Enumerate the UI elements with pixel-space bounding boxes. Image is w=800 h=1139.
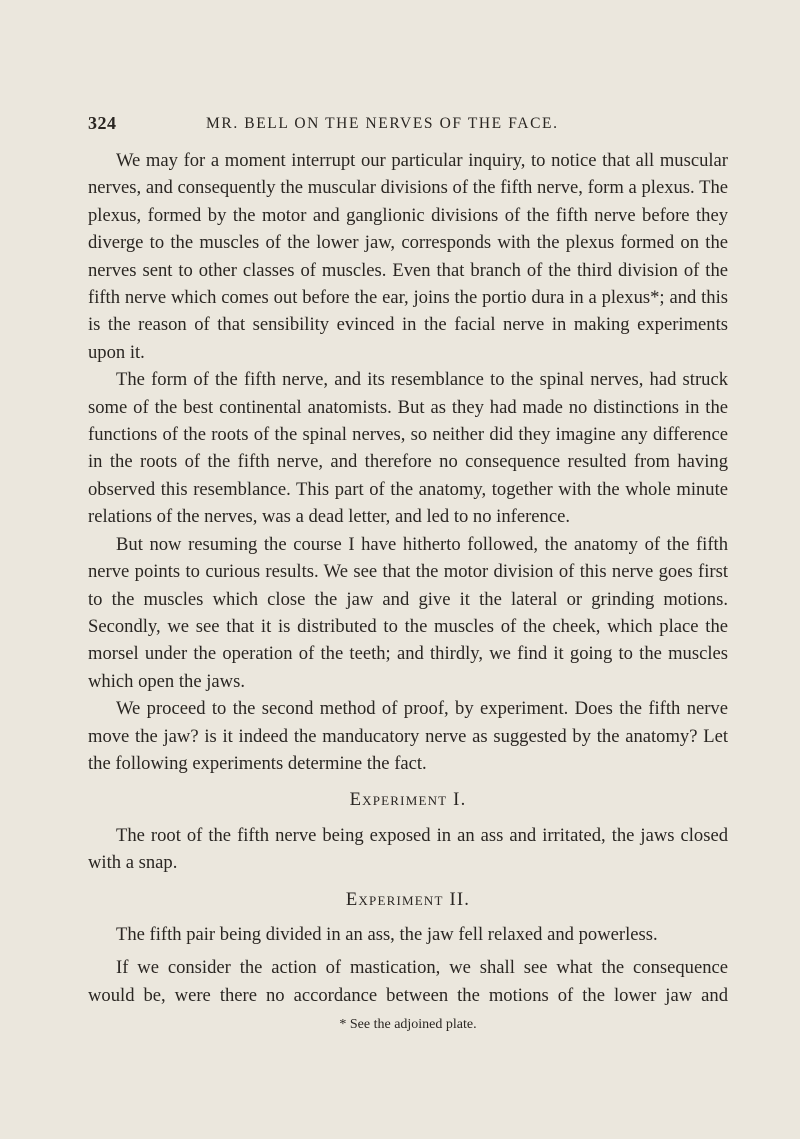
paragraph: If we consider the action of mastication, we shall see what the consequence would be, were there no accordance between the motions of the lower jaw and (88, 957, 728, 1006)
paragraph: But now resuming the course I have hitherto followed, the anatomy of the fifth nerve points to curious results. We see that the motor division of this nerve goes first to the muscles which close the jaw and give it the lateral or grinding motions. Secondly, we see that it is distributed to the muscles of the cheek, which place the morsel under the operation of the teeth; and thirdly, we find it going to the muscles which open the jaws. (88, 533, 728, 692)
experiment-heading: Experiment I. (349, 789, 467, 811)
page-body (88, 147, 728, 1035)
experiment-text: The root of the fifth nerve being exposed in an ass and irritated, the jaws closed with a snap. (88, 824, 728, 874)
footnote: * See the adjoined plate. (339, 1017, 477, 1033)
running-title: MR. BELL ON THE NERVES OF THE FACE. (206, 115, 559, 132)
paragraph: We may for a moment interrupt our particular inquiry, to notice that all muscular nerves, and consequently the muscular divisions of the fifth nerve, form a plexus. The plexus, formed by the motor and ganglionic divisions of the fifth nerve before they diverge to the muscles of the lower jaw, corresponds with the plexus formed on the nerves sent to other classes of muscles. Even that branch of the third division of the fifth nerve which comes out before the ear, joins the portio dura in a plexus*; and this is the reason of that sensibility evinced in the facial nerve in making experiments upon it. (88, 150, 728, 363)
experiment-heading: Experiment II. (345, 888, 471, 910)
page-header (88, 113, 728, 139)
page-number: 324 (88, 113, 117, 133)
paragraph: The form of the fifth nerve, and its resemblance to the spinal nerves, had struck some of the best continental anatomists. But as they had made no distinctions in the functions of the roots of the spinal nerves, so neither did they imagine any difference in the roots of the fifth nerve, and therefore no consequence resulted from having observed this resemblance. This part of the anatomy, together with the whole minute relations of the nerves, was a dead letter, and led to no inference. (88, 369, 728, 528)
experiment-text: The fifth pair being divided in an ass, the jaw fell relaxed and powerless. (116, 923, 658, 945)
paragraph: We proceed to the second method of proof, by experiment. Does the fifth nerve move the jaw? is it indeed the manducatory nerve as suggested by the anatomy? Let the following experiments determine the fact. (88, 698, 728, 774)
